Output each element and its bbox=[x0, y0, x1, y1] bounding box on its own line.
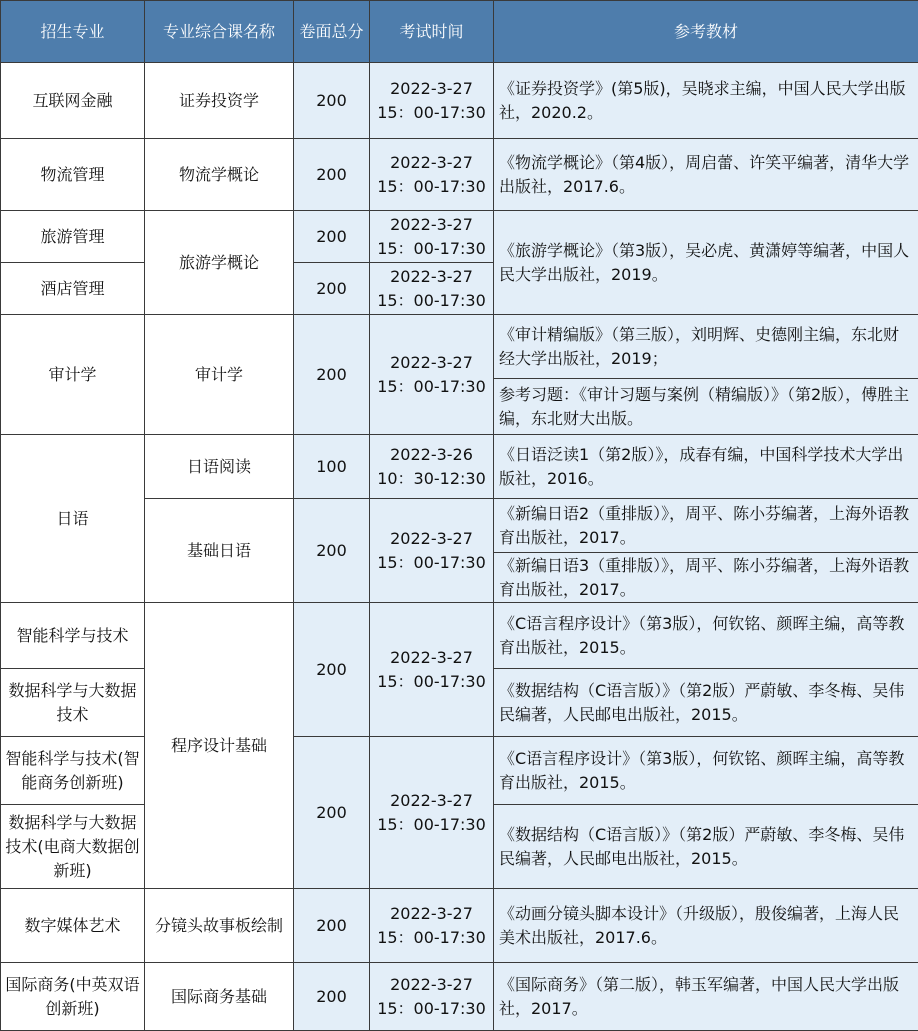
score-cell: 200 bbox=[294, 315, 370, 435]
course-cell: 日语阅读 bbox=[145, 435, 294, 499]
table-row bbox=[1, 963, 918, 1031]
major-cell: 智能科学与技术(智能商务创新班) bbox=[1, 737, 145, 805]
course-cell: 程序设计基础 bbox=[145, 603, 294, 889]
score-cell: 200 bbox=[294, 603, 370, 737]
major-cell: 日语 bbox=[1, 435, 145, 603]
major-cell: 国际商务(中英双语创新班) bbox=[1, 963, 145, 1031]
textbook-cell: 《日语泛读1（第2版）》，成春有编，中国科学技术大学出版社，2016。 bbox=[494, 435, 918, 499]
table-row bbox=[1, 435, 918, 499]
score-cell: 200 bbox=[294, 737, 370, 889]
textbook-cell: 《C语言程序设计》（第3版），何钦铭、颜晖主编，高等教育出版社，2015。 bbox=[494, 603, 918, 669]
exam-time-cell: 2022-3-27 15：00-17:30 bbox=[370, 263, 494, 315]
textbook-cell: 《新编日语3（重排版）》，周平、陈小芬编著，上海外语教育出版社，2017。 bbox=[494, 553, 918, 603]
header-exam-time: 考试时间 bbox=[370, 1, 494, 63]
textbook-cell: 《数据结构（C语言版）》（第2版）严蔚敏、李冬梅、吴伟民编著，人民邮电出版社，2015。 bbox=[494, 805, 918, 889]
textbook-cell: 《动画分镜头脚本设计》（升级版），殷俊编著，上海人民美术出版社，2017.6。 bbox=[494, 889, 918, 963]
textbook-cell: 《国际商务》（第二版），韩玉军编著，中国人民大学出版社，2017。 bbox=[494, 963, 918, 1031]
score-cell: 200 bbox=[294, 963, 370, 1031]
course-cell: 基础日语 bbox=[145, 499, 294, 603]
score-cell: 200 bbox=[294, 889, 370, 963]
score-cell: 200 bbox=[294, 499, 370, 603]
table-row bbox=[1, 63, 918, 139]
header-major: 招生专业 bbox=[1, 1, 145, 63]
textbook-cell: 《审计精编版》（第三版），刘明辉、史德刚主编，东北财经大学出版社，2019； bbox=[494, 315, 918, 379]
header-course: 专业综合课名称 bbox=[145, 1, 294, 63]
textbook-cell: 《旅游学概论》（第3版），吴必虎、黄潇婷等编著，中国人民大学出版社，2019。 bbox=[494, 211, 918, 315]
major-cell: 数据科学与大数据技术 bbox=[1, 669, 145, 737]
score-cell: 200 bbox=[294, 211, 370, 263]
textbook-cell: 《数据结构（C语言版）》（第2版）严蔚敏、李冬梅、吴伟民编著，人民邮电出版社，2015。 bbox=[494, 669, 918, 737]
major-cell: 数字媒体艺术 bbox=[1, 889, 145, 963]
table-row bbox=[1, 315, 918, 379]
table-row bbox=[1, 603, 918, 669]
exam-time-cell: 2022-3-27 15：00-17:30 bbox=[370, 211, 494, 263]
major-cell: 旅游管理 bbox=[1, 211, 145, 263]
header-textbook: 参考教材 bbox=[494, 1, 918, 63]
exam-time-cell: 2022-3-27 15：00-17:30 bbox=[370, 603, 494, 737]
major-cell: 数据科学与大数据技术(电商大数据创新班) bbox=[1, 805, 145, 889]
course-cell: 旅游学概论 bbox=[145, 211, 294, 315]
header-score: 卷面总分 bbox=[294, 1, 370, 63]
course-cell: 证券投资学 bbox=[145, 63, 294, 139]
textbook-cell: 《新编日语2（重排版）》，周平、陈小芬编著，上海外语教育出版社，2017。 bbox=[494, 499, 918, 553]
table-row bbox=[1, 139, 918, 211]
score-cell: 100 bbox=[294, 435, 370, 499]
exam-time-cell: 2022-3-27 15：00-17:30 bbox=[370, 63, 494, 139]
major-cell: 物流管理 bbox=[1, 139, 145, 211]
table-row bbox=[1, 889, 918, 963]
major-cell: 审计学 bbox=[1, 315, 145, 435]
score-cell: 200 bbox=[294, 63, 370, 139]
exam-time-cell: 2022-3-26 10：30-12:30 bbox=[370, 435, 494, 499]
major-cell: 智能科学与技术 bbox=[1, 603, 145, 669]
major-cell: 互联网金融 bbox=[1, 63, 145, 139]
course-cell: 物流学概论 bbox=[145, 139, 294, 211]
table-header-row bbox=[1, 1, 918, 63]
course-cell: 分镜头故事板绘制 bbox=[145, 889, 294, 963]
exam-time-cell: 2022-3-27 15：00-17:30 bbox=[370, 889, 494, 963]
exam-time-cell: 2022-3-27 15：00-17:30 bbox=[370, 315, 494, 435]
major-cell: 酒店管理 bbox=[1, 263, 145, 315]
textbook-cell: 《证券投资学》(第5版)，吴晓求主编，中国人民大学出版社，2020.2。 bbox=[494, 63, 918, 139]
exam-time-cell: 2022-3-27 15：00-17:30 bbox=[370, 737, 494, 889]
table-row bbox=[1, 211, 918, 263]
course-cell: 国际商务基础 bbox=[145, 963, 294, 1031]
textbook-cell: 《C语言程序设计》（第3版），何钦铭、颜晖主编，高等教育出版社，2015。 bbox=[494, 737, 918, 805]
exam-time-cell: 2022-3-27 15：00-17:30 bbox=[370, 499, 494, 603]
textbook-cell: 《物流学概论》（第4版），周启蕾、许笑平编著，清华大学出版社，2017.6。 bbox=[494, 139, 918, 211]
score-cell: 200 bbox=[294, 139, 370, 211]
exam-time-cell: 2022-3-27 15：00-17:30 bbox=[370, 139, 494, 211]
exam-time-cell: 2022-3-27 15：00-17:30 bbox=[370, 963, 494, 1031]
table-row bbox=[1, 737, 918, 805]
score-cell: 200 bbox=[294, 263, 370, 315]
textbook-cell: 参考习题：《审计习题与案例（精编版）》（第2版），傅胜主编，东北财大出版。 bbox=[494, 379, 918, 435]
course-cell: 审计学 bbox=[145, 315, 294, 435]
